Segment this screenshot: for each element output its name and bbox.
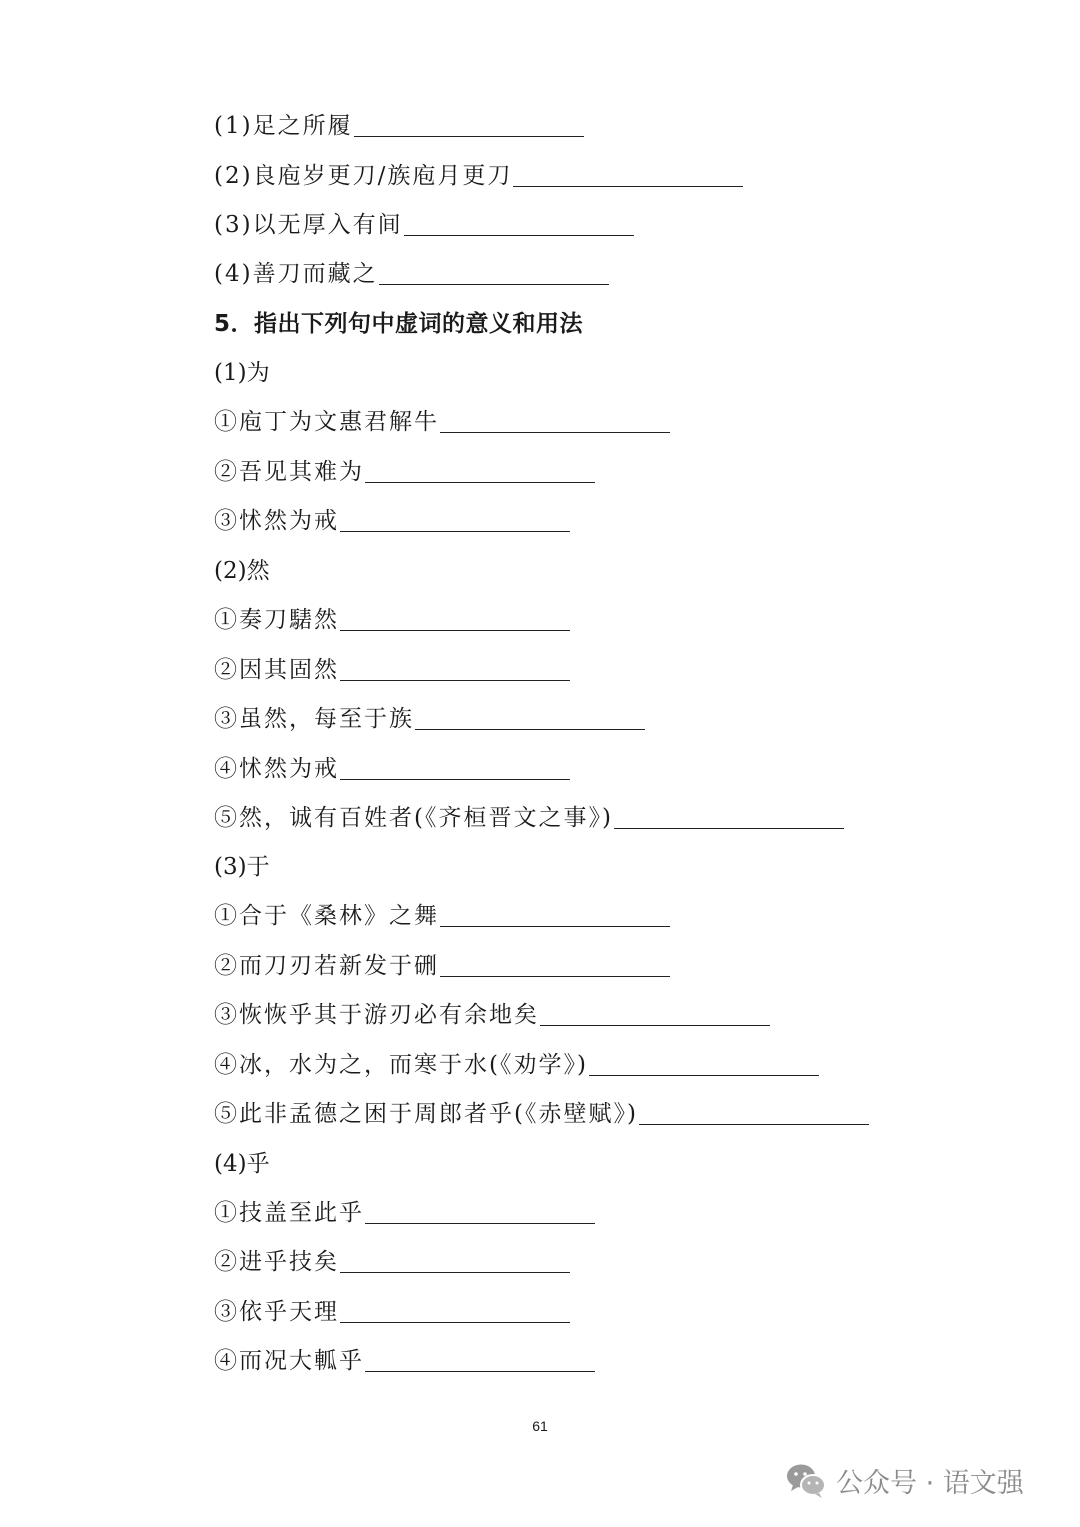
answer-blank[interactable] xyxy=(639,1123,869,1125)
question-line xyxy=(214,150,743,190)
question-text: ①奏刀騞然 xyxy=(214,607,339,633)
question-text: ④而况大軱乎 xyxy=(214,1348,364,1374)
answer-blank[interactable] xyxy=(340,1271,570,1273)
question-line xyxy=(214,644,570,684)
question-line xyxy=(214,199,634,239)
question-text: (4)善刀而藏之 xyxy=(214,261,378,287)
question-line xyxy=(214,100,584,140)
answer-blank[interactable] xyxy=(540,1024,770,1026)
question-line xyxy=(214,1335,595,1375)
question-line xyxy=(214,1039,819,1079)
question-line xyxy=(214,1187,595,1227)
subsection-text: (2)然 xyxy=(214,558,270,584)
answer-blank[interactable] xyxy=(415,728,645,730)
question-text: ④冰，水为之，而寒于水(《劝学》) xyxy=(214,1052,588,1078)
question-text: ②吾见其难为 xyxy=(214,459,364,485)
question-text: (1)足之所履 xyxy=(214,113,353,139)
heading-text: 5．指出下列句中虚词的意义和用法 xyxy=(214,311,584,337)
question-line xyxy=(214,940,670,980)
answer-blank[interactable] xyxy=(513,185,743,187)
answer-blank[interactable] xyxy=(340,778,570,780)
question-line xyxy=(214,1088,869,1128)
question-text: ⑤然，诚有百姓者(《齐桓晋文之事》) xyxy=(214,805,613,831)
answer-blank[interactable] xyxy=(354,135,584,137)
question-text: ⑤此非孟德之困于周郎者乎(《赤壁赋》) xyxy=(214,1101,638,1127)
question-text: ③虽然，每至于族 xyxy=(214,706,414,732)
answer-blank[interactable] xyxy=(614,827,844,829)
wechat-icon xyxy=(784,1460,828,1500)
question-line xyxy=(214,743,570,783)
question-line xyxy=(214,248,609,288)
question-line xyxy=(214,396,670,436)
subsection-label xyxy=(214,545,270,585)
answer-blank[interactable] xyxy=(340,1321,570,1323)
question-text: ①庖丁为文惠君解牛 xyxy=(214,409,439,435)
question-line xyxy=(214,446,595,486)
question-text: ①技盖至此乎 xyxy=(214,1200,364,1226)
question-text: ②进乎技矣 xyxy=(214,1249,339,1275)
answer-blank[interactable] xyxy=(440,431,670,433)
page-number: 61 xyxy=(532,1418,548,1434)
subsection-label xyxy=(214,841,270,881)
subsection-text: (3)于 xyxy=(214,854,270,880)
section-heading xyxy=(214,298,583,338)
question-text: (2)良庖岁更刀/族庖月更刀 xyxy=(214,163,513,189)
answer-blank[interactable] xyxy=(340,679,570,681)
answer-blank[interactable] xyxy=(404,234,634,236)
question-line xyxy=(214,495,570,535)
question-line xyxy=(214,890,670,930)
question-text: ②因其固然 xyxy=(214,657,339,683)
question-line xyxy=(214,594,570,634)
question-line xyxy=(214,1286,570,1326)
question-line xyxy=(214,792,844,832)
answer-blank[interactable] xyxy=(365,1370,595,1372)
subsection-label xyxy=(214,1138,270,1178)
question-text: ③怵然为戒 xyxy=(214,508,339,534)
question-text: ①合于《桑林》之舞 xyxy=(214,903,439,929)
question-line xyxy=(214,693,645,733)
question-text: ③依乎天理 xyxy=(214,1299,339,1325)
subsection-text: (1)为 xyxy=(214,360,270,386)
subsection-text: (4)乎 xyxy=(214,1151,270,1177)
answer-blank[interactable] xyxy=(589,1074,819,1076)
watermark xyxy=(784,1460,1024,1500)
question-text: ②而刀刃若新发于硎 xyxy=(214,953,439,979)
question-text: ③恢恢乎其于游刃必有余地矣 xyxy=(214,1002,539,1028)
subsection-label xyxy=(214,347,270,387)
question-text: (3)以无厚入有间 xyxy=(214,212,403,238)
answer-blank[interactable] xyxy=(440,925,670,927)
question-line xyxy=(214,989,770,1029)
answer-blank[interactable] xyxy=(365,1222,595,1224)
question-text: ④怵然为戒 xyxy=(214,756,339,782)
answer-blank[interactable] xyxy=(340,629,570,631)
watermark-text: 公众号 · 语文强 xyxy=(836,1467,1024,1499)
answer-blank[interactable] xyxy=(340,530,570,532)
question-line xyxy=(214,1236,570,1276)
answer-blank[interactable] xyxy=(379,283,609,285)
answer-blank[interactable] xyxy=(440,975,670,977)
answer-blank[interactable] xyxy=(365,481,595,483)
